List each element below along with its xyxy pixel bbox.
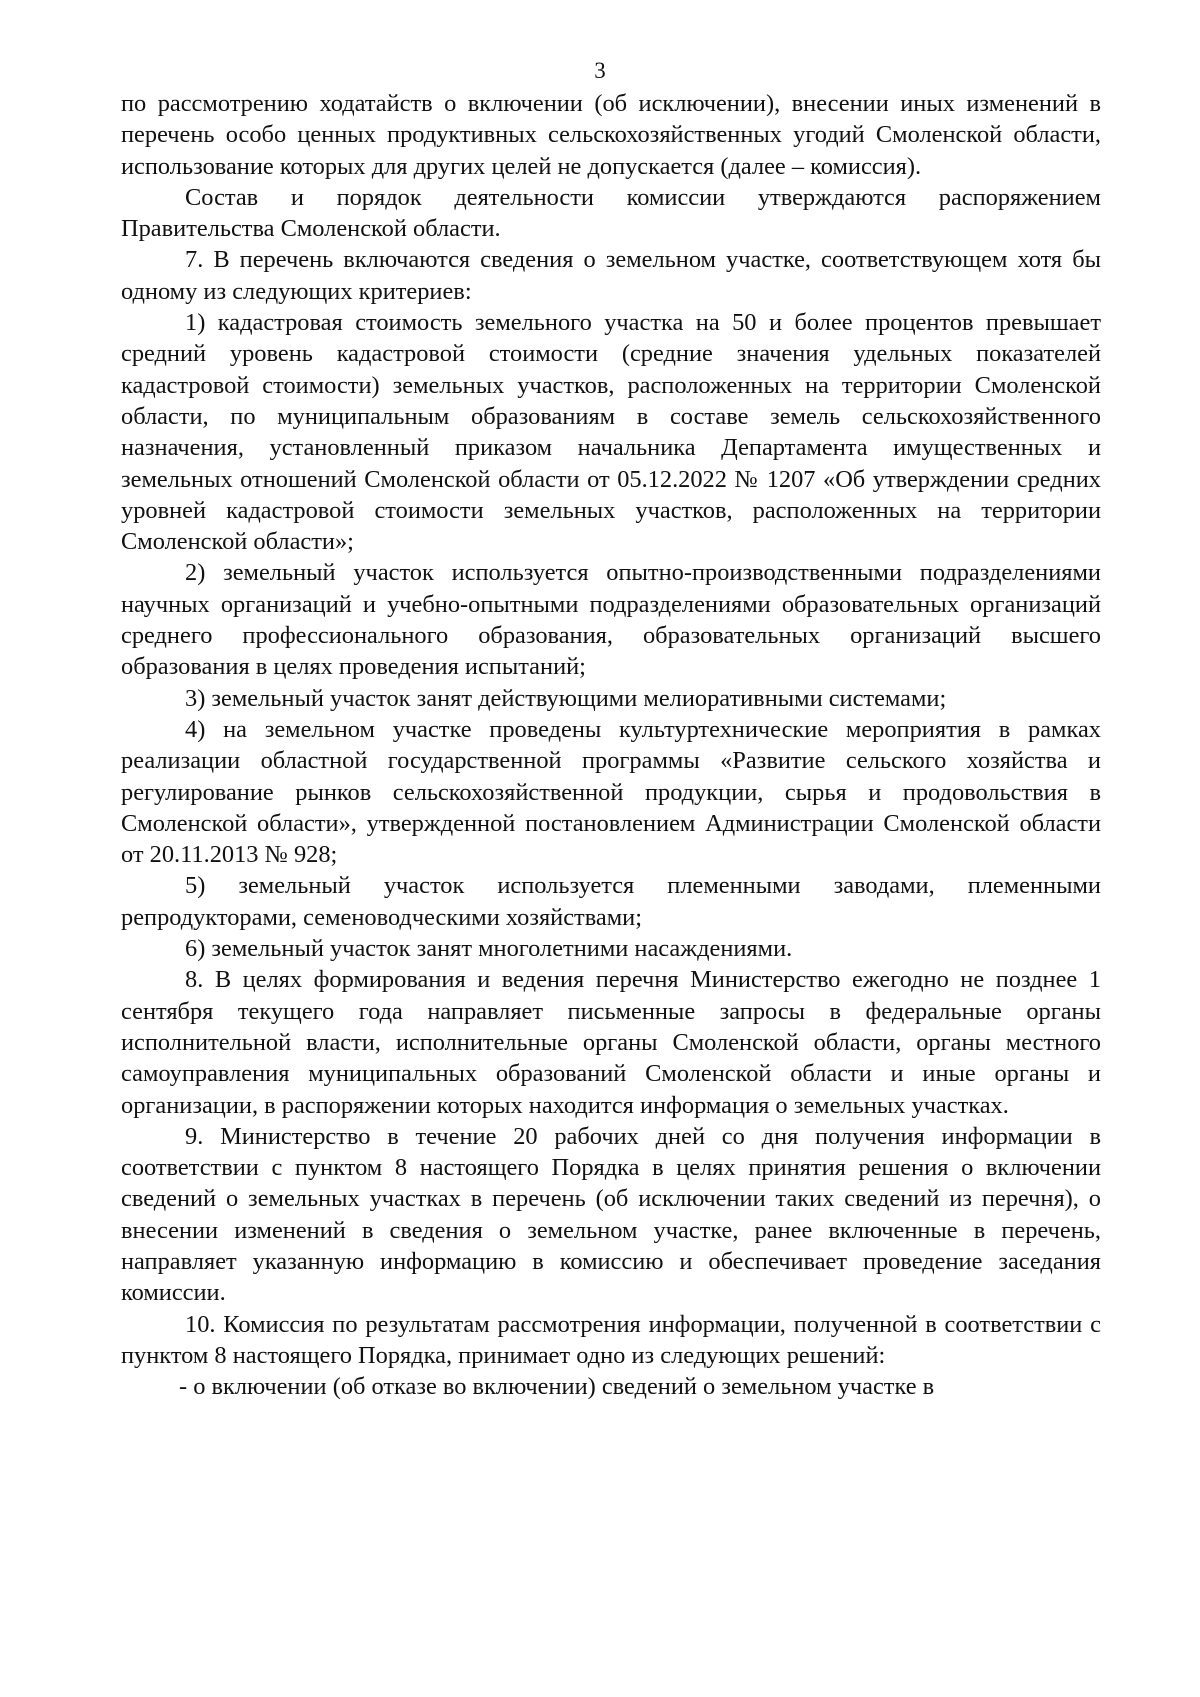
paragraph-continuation: по рассмотрению ходатайств о включении (об исключении), внесении иных изменений в перечень особо ценных продуктивных сельскохозяйственных угодий Смоленской области, использование которых для других целей не допускается (далее – комиссия). bbox=[121, 90, 1101, 180]
paragraph-criterion-2: 2) земельный участок используется опытно-производственными подразделениями научных организаций и учебно-опытными подразделениями образовательных организаций среднего профессионального образования, образовательных организаций высшего образования в целях проведения испытаний; bbox=[121, 559, 1101, 681]
paragraph-criterion-6: 6) земельный участок занят многолетними насаждениями. bbox=[185, 935, 793, 963]
paragraph-criterion-4: 4) на земельном участке проведены культуртехнические мероприятия в рамках реализации областной государственной программы «Развитие сельского хозяйства и регулирование рынков сельскохозяйственной продукции, сырья и продовольствия в Смоленской области», утвержденной постановлением Администрации Смоленской области от 20.11.2013 № 928; bbox=[121, 715, 1101, 869]
document-body bbox=[121, 88, 1101, 1402]
paragraph-item-7: 7. В перечень включаются сведения о земельном участке, соответствующем хотя бы одному из следующих критериев: bbox=[121, 246, 1101, 305]
paragraph-item-9: 9. Министерство в течение 20 рабочих дней со дня получения информации в соответствии с пунктом 8 настоящего Порядка в целях принятия решения о включении сведений о земельных участках в перечень (об исключении таких сведений из перечня), о внесении изменений в сведения о земельном участке, ранее включенные в перечень, направляет указанную информацию в комиссию и обеспечивает проведение заседания комиссии. bbox=[121, 1122, 1101, 1307]
paragraph-criterion-3: 3) земельный участок занят действующими мелиоративными системами; bbox=[185, 684, 947, 712]
paragraph-criterion-5: 5) земельный участок используется племенными заводами, племенными репродукторами, семеноводческими хозяйствами; bbox=[121, 872, 1101, 931]
paragraph-item-10: 10. Комиссия по результатам рассмотрения информации, полученной в соответствии с пунктом 8 настоящего Порядка, принимает одно из следующих решений: bbox=[121, 1310, 1101, 1369]
paragraph-criterion-1: 1) кадастровая стоимость земельного участка на 50 и более процентов превышает средний уровень кадастровой стоимости (средние значения удельных показателей кадастровой стоимости) земельных участков, расположенных на территории Смоленской области, по муниципальным образованиям в составе земель сельскохозяйственного назначения, установленный приказом начальника Департамента имущественных и земельных отношений Смоленской области от 05.12.2022 № 1207 «Об утверждении средних уровней кадастровой стоимости земельных участков, расположенных на территории Смоленской области»; bbox=[121, 309, 1101, 556]
paragraph-decision-1: - о включении (об отказе во включении) сведений о земельном участке в bbox=[179, 1373, 935, 1401]
paragraph-item-8: 8. В целях формирования и ведения перечня Министерство ежегодно не позднее 1 сентября текущего года направляет письменные запросы в федеральные органы исполнительной власти, исполнительные органы Смоленской области, органы местного самоуправления муниципальных образований Смоленской области и иные органы и организации, в распоряжении которых находится информация о земельных участках. bbox=[121, 966, 1101, 1119]
page-number: 3 bbox=[594, 58, 606, 83]
paragraph-commission-composition: Состав и порядок деятельности комиссии утверждаются распоряжением Правительства Смоленской области. bbox=[121, 183, 1101, 243]
